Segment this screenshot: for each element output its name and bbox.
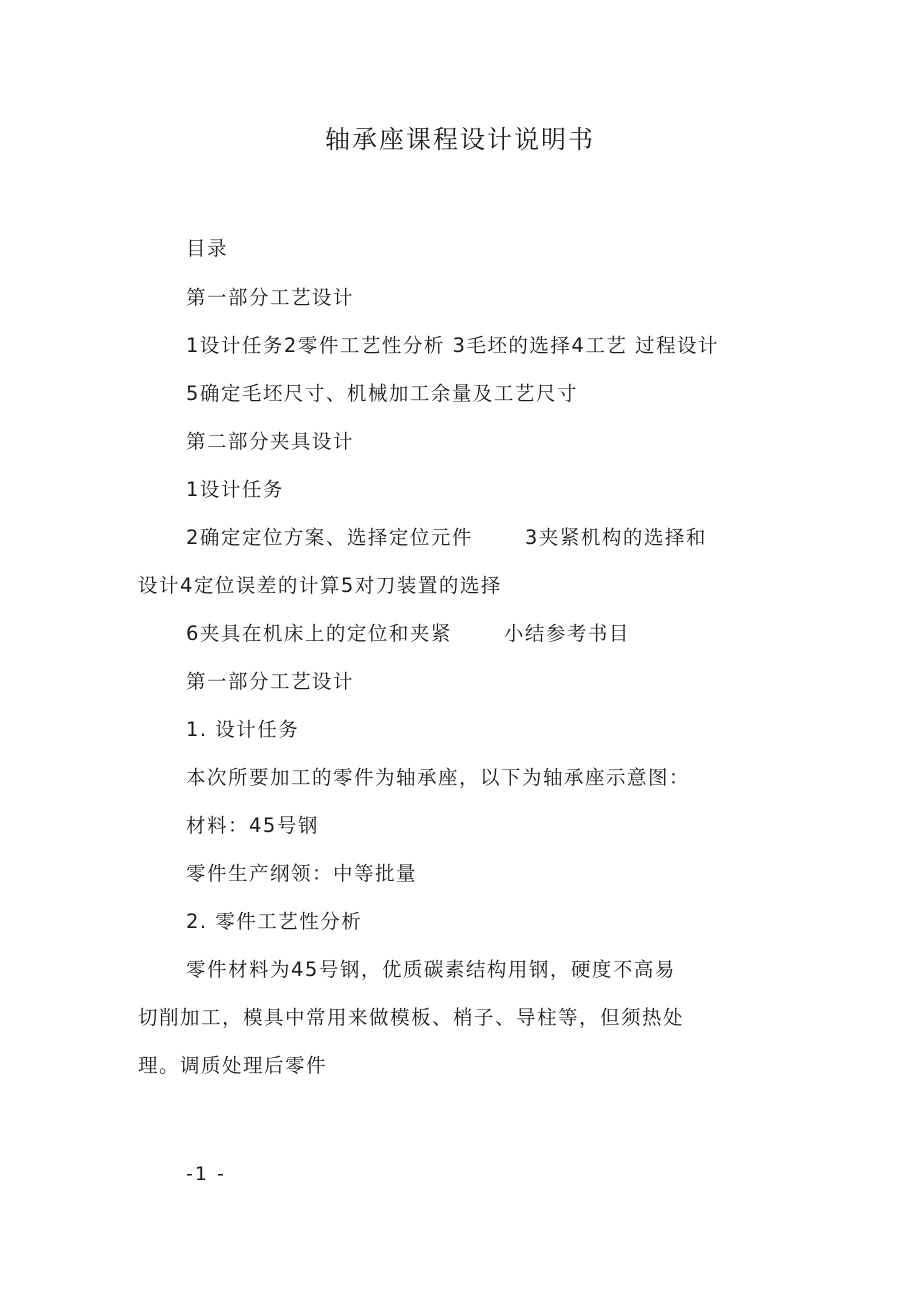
toc-part2-item6: 6夹具在机床上的定位和夹紧 <box>186 622 452 645</box>
toc-part2: 第二部分夹具设计 <box>186 430 355 453</box>
toc-part2-item2a: 2确定定位方案、选择定位元件 <box>186 526 473 549</box>
section2-heading: 2. 零件工艺性分析 <box>186 910 363 933</box>
toc-part2-item2-cont: 设计4定位误差的计算5对刀装置的选择 <box>138 574 502 597</box>
analysis-line-3: 理。调质处理后零件 <box>138 1054 328 1077</box>
part1-heading: 第一部分工艺设计 <box>186 670 355 693</box>
production-text: 零件生产纲领：中等批量 <box>186 862 418 885</box>
toc-summary: 小结参考书目 <box>503 622 630 645</box>
intro-text: 本次所要加工的零件为轴承座，以下为轴承座示意图： <box>186 766 691 789</box>
toc-part1: 第一部分工艺设计 <box>186 286 355 309</box>
toc-part2-item2 <box>186 522 707 550</box>
toc-part2-item1: 1设计任务 <box>186 478 284 501</box>
toc-heading: 目录 <box>186 237 229 260</box>
analysis-line-2: 切削加工，模具中常用来做模板、梢子、导柱等，但须热处 <box>138 1006 685 1029</box>
page-number: -1 - <box>186 1163 226 1185</box>
toc-part1-items-cont: 5确定毛坯尺寸、机械加工余量及工艺尺寸 <box>186 382 578 405</box>
toc-part2-item6-row <box>186 618 630 646</box>
toc-part1-items: 1设计任务2零件工艺性分析 3毛坯的选择4工艺 过程设计 <box>186 334 720 357</box>
analysis-line-1: 零件材料为45号钢，优质碳素结构用钢，硬度不高易 <box>186 958 676 981</box>
document-title: 轴承座课程设计说明书 <box>324 125 595 154</box>
material-text: 材料：45号钢 <box>186 814 319 837</box>
toc-part2-item2b: 3夹紧机构的选择和 <box>524 526 707 549</box>
section1-heading: 1. 设计任务 <box>186 718 300 741</box>
